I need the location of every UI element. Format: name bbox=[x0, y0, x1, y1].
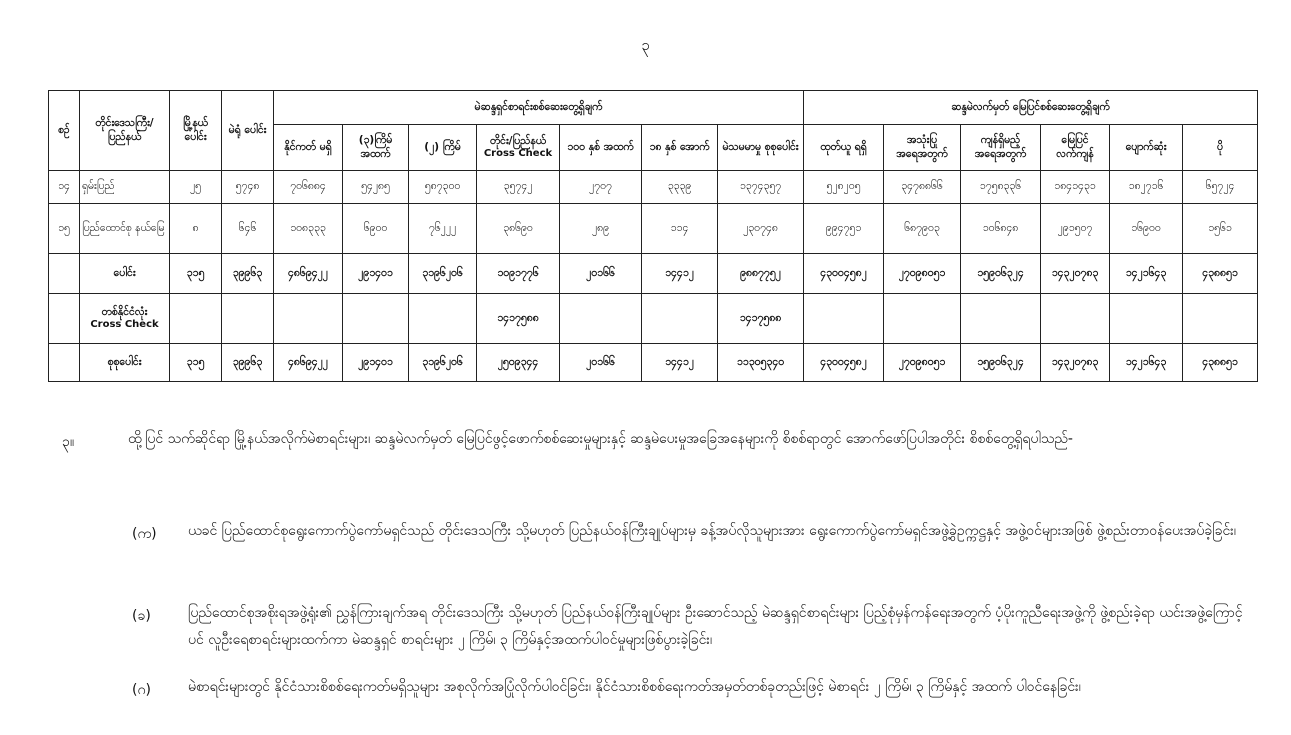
cell-value: ၄၃၀၀၄၅၈၂ bbox=[804, 344, 884, 382]
cell-value: ၂၃၀၇၄၈ bbox=[718, 204, 804, 254]
group-header-unregistered: မဲဆန္ဒရှင်စာရင်းစစ်ဆေးတွေ့ရှိချက် bbox=[274, 91, 804, 125]
cell-value: ၃၃၃၉ bbox=[642, 171, 718, 204]
cell-value: ၃၁၉၆၂၀၆ bbox=[409, 254, 477, 294]
cell-value: ၁၄၄၁၂ bbox=[642, 254, 718, 294]
cell-blank bbox=[343, 294, 409, 344]
cell-blank bbox=[49, 294, 80, 344]
cell-value: ၁၁၄ bbox=[642, 204, 718, 254]
col-cross-check-label: တိုင်း/ပြည်နယ် bbox=[489, 134, 547, 147]
cell-value: ၄၃၈၈၅၁ bbox=[1183, 344, 1258, 382]
item-text: ယခင် ပြည်ထောင်စုရွေးကောက်ပွဲကော်မရှင်သည် တိုင်းဒေသကြီး သို့မဟုတ် ပြည်နယ်ဝန်ကြီးချုပ်များမှ ခန့်အပ်လိုသူများအား ရွေးကောက်ပွဲကော်မရှင်အဖွဲ့ခွဲဥက္ကဋ္ဌနှင့် အဖွဲ့ဝင်များအဖြစ် ဖွဲ့စည်းတာဝန်ပေးအပ်ခဲ့ခြင်း၊ bbox=[188, 523, 1237, 539]
col-total-wrong: မဲသမမာမှု စုစုပေါင်း bbox=[718, 125, 804, 171]
cell-value: ၁၈၄၁၄၃၁ bbox=[1041, 171, 1110, 204]
cell-ward: ၃၉၉၆၃ bbox=[222, 254, 274, 294]
cell-value: ၆၈၇၉၀၃ bbox=[884, 204, 961, 254]
cell-ward: ၆၄၆ bbox=[222, 204, 274, 254]
item-number: (က) bbox=[132, 526, 157, 542]
item-text: ပြည်ထောင်စုအစိုးရအဖွဲ့ရုံး၏ ညွှန်ကြားချက်အရ တိုင်းဒေသကြီး သို့မဟုတ် ပြည်နယ်ဝန်ကြီးချုပ်များ ဦးဆောင်သည့် မဲဆန္ဒရှင်စာရင်းများ ပြည့်စုံမှန်ကန်ရေးအတွက် ပံ့ပိုးကူညီရေးအဖွဲ့ကို ဖွဲ့စည်းခဲ့ရာ ယင်းအဖွဲ့ကြောင့်ပင် လူဦးရေစာရင်းများထက်ကာ မဲဆန္ဒရှင် စာရင်းများ ၂ ကြိမ်၊ ၃ ကြိမ်နှင့်အထက်ပါဝင်မှုများဖြစ်ပွားခဲ့ခြင်း၊ bbox=[188, 605, 1243, 648]
cell-value: ၁၃၇၄၃၅၇ bbox=[718, 171, 804, 204]
cell-value: ၇၆၂၂၂ bbox=[409, 204, 477, 254]
cell-township: ၈ bbox=[170, 204, 222, 254]
cross-label: တစ်နိုင်ငံလုံး bbox=[101, 305, 148, 318]
cell-value: ၂၇၀၉၈၀၅၁ bbox=[884, 254, 961, 294]
page-number: ၃ bbox=[641, 36, 650, 54]
cell-blank bbox=[170, 294, 222, 344]
col-thrice: (၃)ကြိမ် အထက် bbox=[343, 125, 409, 171]
cross-label-en: Cross Check bbox=[90, 318, 159, 330]
cell-value: ၄၃၀၀၄၅၈၂ bbox=[804, 254, 884, 294]
cell-value: ၁၀၈၃၃၃ bbox=[274, 204, 343, 254]
cell-value: ၁၅၆၁ bbox=[1183, 204, 1258, 254]
cell-value: ၂၇၀၉၈၀၅၁ bbox=[884, 344, 961, 382]
item-number: (ဂ) bbox=[132, 682, 151, 698]
cell-value: ၁၀၉၁၇၇၆ bbox=[477, 254, 560, 294]
cell-blank bbox=[409, 294, 477, 344]
paragraph-main: ထို့ပြင် သက်ဆိုင်ရာ မြို့နယ်အလိုက်မဲစာရင်းများ၊ ဆန္ဒမဲလက်မှတ် မြေပြင်ဖွင့်ဖောက်စစ်ဆေးမှုများနှင့် ဆန္ဒမဲပေးမှုအခြေအနေများကို စိစစ်ရာတွင် အောက်ဖော်ပြပါအတိုင်း စိစစ်တွေ့ရှိရပါသည်- bbox=[128, 431, 1073, 447]
item-text: မဲစာရင်းများတွင် နိုင်ငံသားစိစစ်ရေးကတ်မရှိသူများ အစုလိုက်အပြုံလိုက်ပါဝင်ခြင်း၊ နိုင်ငံသားစိစစ်ရေးကတ်အမှတ်တစ်ခုတည်းဖြင့် မဲစာရင်း ၂ ကြိမ်၊ ၃ ကြိမ်နှင့် အထက် ပါဝင်နေခြင်း၊ bbox=[188, 679, 1081, 695]
cell-value: ၂၀၁၆၆ bbox=[560, 344, 642, 382]
cell-blank bbox=[884, 294, 961, 344]
cell-value: ၁၆၉၀၀ bbox=[1110, 204, 1183, 254]
cell-value: ၅၂၈၂၀၅ bbox=[804, 171, 884, 204]
cell-value: ၆၅၇၂၄ bbox=[1183, 171, 1258, 204]
cell-blank bbox=[560, 294, 642, 344]
cell-value: ၄၈၆၉၄၂၂ bbox=[274, 254, 343, 294]
cell-value: ၁၄၁၇၅၈၈ bbox=[477, 294, 560, 344]
cell-value: ၁၄၄၁၂ bbox=[642, 344, 718, 382]
col-used: အသုံးပြု အရေအတွက် bbox=[884, 125, 961, 171]
col-township: မြို့နယ် ပေါင်း bbox=[170, 91, 222, 171]
cell-grand-label: စုစုပေါင်း bbox=[80, 344, 170, 382]
item-number: (ခ) bbox=[132, 608, 151, 624]
voter-list-table bbox=[48, 90, 1258, 382]
cell-blank bbox=[1110, 294, 1183, 344]
col-ground-remain: မြေပြင် လက်ကျန် bbox=[1041, 125, 1110, 171]
cell-value: ၉၉၄၇၅၁ bbox=[804, 204, 884, 254]
col-under18: ၁၈ နှစ် အောက် bbox=[642, 125, 718, 171]
cell-value: ၆၉၀၀ bbox=[343, 204, 409, 254]
cell-blank bbox=[804, 294, 884, 344]
cell-no: ၁၅ bbox=[49, 204, 80, 254]
cell-value: ၄၈၆၉၄၂၂ bbox=[274, 344, 343, 382]
col-ward: မဲရုံ ပေါင်း bbox=[222, 91, 274, 171]
col-over100: ၁၀၀ နှစ် အထက် bbox=[560, 125, 642, 171]
cell-value: ၃၁၉၆၂၀၆ bbox=[409, 344, 477, 382]
cell-value: ၃၅၇၄၂ bbox=[477, 171, 560, 204]
cell-value: ၁၇၅၈၃၃၆ bbox=[961, 171, 1041, 204]
paragraph-number: ၃။ bbox=[62, 434, 75, 450]
cell-blank bbox=[274, 294, 343, 344]
cell-value: ၁၅၉၀၆၃၂၄ bbox=[961, 344, 1041, 382]
cell-value: ၁၅၉၀၆၃၂၄ bbox=[961, 254, 1041, 294]
cell-blank bbox=[961, 294, 1041, 344]
table-row bbox=[49, 171, 1258, 204]
cell-value: ၃၈၆၉၀ bbox=[477, 204, 560, 254]
cell-region: ရှမ်းပြည် bbox=[80, 171, 170, 204]
cell-blank bbox=[49, 254, 80, 294]
col-remaining: ကျန်ရှိမည့် အရေအတွက် bbox=[961, 125, 1041, 171]
cell-no: ၁၄ bbox=[49, 171, 80, 204]
cell-region: ပြည်ထောင်စု နယ်မြေ bbox=[80, 204, 170, 254]
cell-value: ၂၉၁၅၀၇ bbox=[1041, 204, 1110, 254]
cell-township: ၂၅ bbox=[170, 171, 222, 204]
cell-value: ၁၄၃၂၀၇၈၃ bbox=[1041, 254, 1110, 294]
cell-blank bbox=[49, 344, 80, 382]
cell-ward: ၃၉၉၆၃ bbox=[222, 344, 274, 382]
cell-value: ၁၁၃၀၅၃၄၀ bbox=[718, 344, 804, 382]
cell-value: ၇၀၆၈၈၄ bbox=[274, 171, 343, 204]
col-region: တိုင်းဒေသကြီး/ ပြည်နယ် bbox=[80, 91, 170, 171]
col-no-nrc: နိုင်ကတ် မရှိ bbox=[274, 125, 343, 171]
cell-blank bbox=[222, 294, 274, 344]
cell-value: ၅၈၇၃၀၀ bbox=[409, 171, 477, 204]
col-cross-check bbox=[477, 125, 560, 171]
cell-value: ၃၄၇၈၈၆၆ bbox=[884, 171, 961, 204]
grand-total-row bbox=[49, 344, 1258, 382]
cell-value: ၁၀၆၈၄၈ bbox=[961, 204, 1041, 254]
cell-blank bbox=[1183, 294, 1258, 344]
cell-ward: ၅၇၄၈ bbox=[222, 171, 274, 204]
cell-value: ၂၉၁၄၀၁ bbox=[343, 344, 409, 382]
table-row bbox=[49, 204, 1258, 254]
cell-value: ၉၈၈၇၇၅၂ bbox=[718, 254, 804, 294]
cell-blank bbox=[642, 294, 718, 344]
col-lost: ပျောက်ဆုံး bbox=[1110, 125, 1183, 171]
cell-cross-label bbox=[80, 294, 170, 344]
cell-township: ၃၁၅ bbox=[170, 254, 222, 294]
col-received: ထုတ်ယူ ရရှိ bbox=[804, 125, 884, 171]
cell-total-label: ပေါင်း bbox=[80, 254, 170, 294]
cell-value: ၄၃၈၈၅၁ bbox=[1183, 254, 1258, 294]
cell-value: ၂၉၁၄၀၁ bbox=[343, 254, 409, 294]
col-excess: ပို bbox=[1183, 125, 1258, 171]
cell-value: ၂၀၁၆၆ bbox=[560, 254, 642, 294]
cell-value: ၁၄၃၂၀၇၈၃ bbox=[1041, 344, 1110, 382]
total-row bbox=[49, 254, 1258, 294]
cell-value: ၁၄၂၁၆၄၃ bbox=[1110, 254, 1183, 294]
cell-township: ၃၁၅ bbox=[170, 344, 222, 382]
col-cross-check-en: Cross Check bbox=[483, 147, 553, 159]
cell-value: ၂၅၀၉၃၄၄ bbox=[477, 344, 560, 382]
cell-value: ၁၈၂၇၁၆ bbox=[1110, 171, 1183, 204]
cross-check-row bbox=[49, 294, 1258, 344]
cell-value: ၅၄၂၈၅ bbox=[343, 171, 409, 204]
col-twice: (၂) ကြိမ် bbox=[409, 125, 477, 171]
group-header-advance: ဆန္ဒမဲလက်မှတ် မြေပြင်စစ်ဆေးတွေ့ရှိချက် bbox=[804, 91, 1258, 125]
cell-value: ၂၈၉ bbox=[560, 204, 642, 254]
cell-value: ၁၄၂၁၆၄၃ bbox=[1110, 344, 1183, 382]
cell-blank bbox=[1041, 294, 1110, 344]
col-no: စဉ် bbox=[49, 91, 80, 171]
cell-value: ၁၄၁၇၅၈၈ bbox=[718, 294, 804, 344]
cell-value: ၂၇၀၇ bbox=[560, 171, 642, 204]
